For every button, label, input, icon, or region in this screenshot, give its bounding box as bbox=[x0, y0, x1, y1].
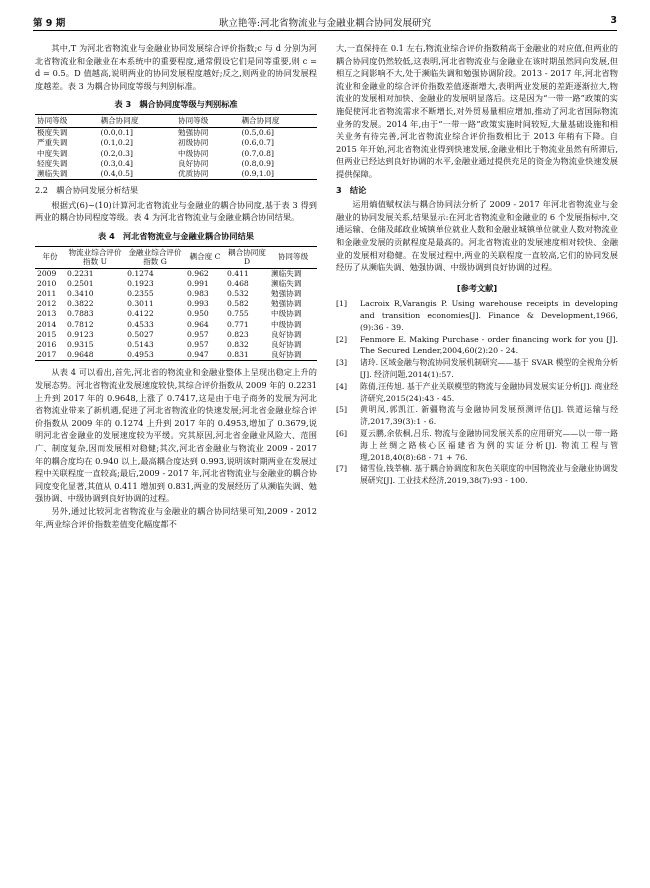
column-header: 协同等级 bbox=[176, 114, 239, 127]
table3-caption: 表 3 耦合协同度等级与判别标准 bbox=[114, 99, 238, 110]
reference-list bbox=[336, 298, 618, 487]
reference-item bbox=[336, 428, 618, 463]
table-cell: 0.2501 bbox=[67, 278, 94, 288]
reference-text: 陈倩,汪传旭. 基于产业关联模型的物流与金融协同发展实证分析[J]. 商业经济研究,2015(24):43 - 45. bbox=[360, 381, 618, 403]
table-cell: 0.4953 bbox=[127, 350, 154, 360]
table-cell: 0.4122 bbox=[127, 309, 154, 319]
table-row bbox=[35, 159, 317, 169]
table-cell: 0.5027 bbox=[127, 329, 154, 339]
table-cell: (0.0,0.1] bbox=[100, 128, 133, 138]
table-cell: 0.991 bbox=[187, 278, 209, 288]
table-row bbox=[35, 128, 317, 139]
table-cell: 0.5143 bbox=[127, 339, 154, 349]
reference-item bbox=[336, 404, 618, 428]
table-cell: 勉强协同 bbox=[177, 128, 209, 138]
table-cell: 2016 bbox=[37, 339, 57, 349]
table-cell: 2013 bbox=[37, 309, 57, 319]
table-row bbox=[35, 299, 317, 309]
table-cell: 轻度失调 bbox=[37, 158, 68, 168]
reference-item bbox=[336, 381, 618, 405]
table-cell: 濒临失调 bbox=[271, 268, 302, 278]
reference-text: Lacroix R,Varangis P. Using warehouse receipts in developing and transition economies[J]. Finance & Development,1966,(9):36 - 39. bbox=[360, 299, 618, 332]
table-cell: 0.9648 bbox=[67, 350, 94, 360]
table-row bbox=[35, 268, 317, 279]
table-row bbox=[35, 330, 317, 340]
table-cell: 濒临失调 bbox=[37, 168, 68, 178]
column-header: 耦合协同度 bbox=[239, 114, 317, 127]
table-cell: 0.532 bbox=[227, 288, 249, 298]
reference-number: [6] bbox=[336, 429, 348, 439]
table4-caption: 表 4 河北省物流业与金融业耦合协同结果 bbox=[98, 230, 254, 241]
table-cell: (0.7,0.8] bbox=[241, 148, 274, 158]
table-cell: 0.3410 bbox=[67, 288, 94, 298]
table-cell: 0.7883 bbox=[67, 309, 94, 319]
table-cell: (0.1,0.2] bbox=[100, 138, 133, 148]
reference-number: [3] bbox=[336, 358, 348, 368]
table-cell: 0.3011 bbox=[127, 299, 154, 309]
table-cell: 0.964 bbox=[187, 319, 209, 329]
table-cell: 0.7812 bbox=[67, 319, 94, 329]
table-cell: 初级协同 bbox=[177, 138, 209, 148]
table-cell: 中度失调 bbox=[37, 148, 68, 158]
right-column bbox=[336, 42, 618, 487]
table-cell: 良好协调 bbox=[271, 329, 302, 339]
paragraph: 运用熵值赋权法与耦合协同法分析了 2009 - 2017 年河北省物流业与金融业的协同发展关系,结果显示:在河北省物流业和金融业的 6 个发展指标中,交通运输、仓储及邮政业城镇单位就业人数和金融业城镇单位就业人数对物流业和金融业发展的贡献程度是最高的。河北省物流业的发展速度相对较快、金融业的发展相对稳健。在发展过程中,两业的关联程度一直较高,它们的协同发展经历了从濒临失调、勉强协调、中级协调到良好协调的过程。 bbox=[336, 199, 618, 273]
table-cell: 0.993 bbox=[187, 299, 209, 309]
section-heading-2-2: 2.2 耦合协同发展分析结果 bbox=[35, 185, 139, 196]
table-cell: (0.5,0.6] bbox=[241, 128, 274, 138]
table-cell: 0.411 bbox=[227, 268, 249, 278]
table-cell: 0.962 bbox=[187, 268, 209, 278]
table-row bbox=[35, 279, 317, 289]
table-cell: (0.6,0.7] bbox=[241, 138, 274, 148]
table-cell: 2010 bbox=[37, 278, 57, 288]
table-cell: 严重失调 bbox=[37, 138, 68, 148]
table-cell: 0.1274 bbox=[127, 268, 154, 278]
reference-number: [5] bbox=[336, 405, 348, 415]
reference-item bbox=[336, 357, 618, 381]
table-row bbox=[35, 309, 317, 319]
table-cell: 0.755 bbox=[227, 309, 249, 319]
table-row bbox=[35, 169, 317, 180]
table-cell: (0.3,0.4] bbox=[100, 158, 133, 168]
section-heading-conclusion: 3 结论 bbox=[336, 184, 367, 195]
table-cell: 0.823 bbox=[227, 329, 249, 339]
paragraph: 根据式(6)~(10)计算河北省物流业与金融业的耦合协同度,基于表 3 得到两业的耦合协同程度等级。表 4 为河北省物流业与金融业耦合协同结果。 bbox=[35, 199, 317, 223]
table-cell: 0.832 bbox=[227, 339, 249, 349]
paragraph: 其中,T 为河北省物流业与金融业协同发展综合评价指数;c 与 d 分别为河北省物流业和金融业在本系统中的重要程度,通常假设它们是同等重要,则 c = d = 0.5。D 值越高,说明两业的协同发展程度越好;反之,则两业的协同发展程度越差。表 3 为耦合协同度等级与判别标准。 bbox=[35, 43, 317, 91]
running-title: 耿立艳等:河北省物流业与金融业耦合协同发展研究 bbox=[218, 18, 432, 29]
reference-number: [4] bbox=[336, 381, 348, 391]
table-header-row bbox=[35, 246, 317, 268]
table-row bbox=[35, 320, 317, 330]
table-cell: 良好协调 bbox=[271, 339, 302, 349]
reference-number: [2] bbox=[336, 334, 348, 344]
paragraph: 大,一直保持在 0.1 左右,物流业综合评价指数稍高于金融业的对应值,但两业的耦合协同度仍然较低,这表明,河北省物流业与金融业在该时期虽然同向发展,但相互之间影响不大,处于濒临失调和勉强协调阶段。2013 - 2017 年,河北省物流业和金融业的综合评价指数差值逐渐增大,表明两业发展的差距逐渐拉大,物流业的发展相对加快、金融业的发展明显落后。这是因为“一带一路”政策的实施促使河北省物流需求不断增长,对外贸易量相应增加,推动了河北省国际物流业务的发展。2014 年,由于“一带一路”政策实施时间较短,大量基础设施和相关业务有待完善,河北省物流业综合评价指数相比于 2013 年稍有下降。自 2015 年开始,河北省物流业得到快速发展,金融业相比于物流业虽然有所滞后,但两业已经达到良好协调的水平,金融业通过提供充足的资金为物流业快速发展提供保障。 bbox=[336, 43, 618, 179]
table-cell: 0.983 bbox=[187, 288, 209, 298]
table-row bbox=[35, 149, 317, 159]
table-cell: 2011 bbox=[37, 288, 57, 298]
page-number: 3 bbox=[610, 15, 617, 26]
table-cell: 0.3822 bbox=[67, 299, 94, 309]
table-cell: 良好协同 bbox=[177, 158, 209, 168]
table-row bbox=[35, 138, 317, 148]
table-header-row bbox=[35, 114, 317, 127]
reference-number: [1] bbox=[336, 299, 348, 309]
column-header: 耦合度 C bbox=[185, 246, 225, 268]
table-cell: 0.2231 bbox=[67, 268, 94, 278]
table-row bbox=[35, 289, 317, 299]
table4 bbox=[35, 246, 317, 362]
table-cell: 0.9123 bbox=[67, 329, 94, 339]
table-cell: 2015 bbox=[37, 329, 57, 339]
table-cell: 2014 bbox=[37, 319, 57, 329]
column-header: 金融业综合评价指数 G bbox=[125, 246, 185, 268]
reference-text: 诸玲. 区域金融与物流协同发展机制研究——基于 SVAR 模型的全视角分析[J]. 经济问题,2014(1):57. bbox=[360, 358, 618, 380]
reference-text: 黄明凤,郭凯江. 新疆物流与金融协同发展预测评估[J]. 铁道运输与经济,2017,39(3):1 - 6. bbox=[360, 405, 618, 427]
running-header bbox=[33, 14, 617, 31]
table-cell: 良好协调 bbox=[271, 350, 302, 360]
column-header: 耦合协同度 bbox=[98, 114, 176, 127]
table-cell: 0.957 bbox=[187, 339, 209, 349]
references-heading: [参考文献] bbox=[456, 282, 498, 293]
table-cell: 勉强协调 bbox=[271, 299, 302, 309]
table-cell: 中级协同 bbox=[177, 148, 209, 158]
reference-text: 夏云鹏,余依桐,吕乐. 物流与金融协同发展关系的应用研究——以一带一路海上丝绸之路核心区福建省为例的实证分析[J]. 物流工程与管理,2018,40(8):68 - 71 + 76. bbox=[360, 429, 618, 462]
table-cell: 0.9315 bbox=[67, 339, 94, 349]
table-cell: 0.582 bbox=[227, 299, 249, 309]
table-cell: 0.957 bbox=[187, 329, 209, 339]
table-cell: 0.771 bbox=[227, 319, 249, 329]
table-row bbox=[35, 340, 317, 350]
table-cell: 0.1923 bbox=[127, 278, 154, 288]
table-cell: (0.8,0.9] bbox=[241, 158, 274, 168]
table-row bbox=[35, 350, 317, 361]
reference-number: [7] bbox=[336, 464, 348, 474]
table-cell: 2012 bbox=[37, 299, 57, 309]
table-cell: 0.831 bbox=[227, 350, 249, 360]
table-cell: 0.950 bbox=[187, 309, 209, 319]
issue-number: 第 9 期 bbox=[33, 18, 66, 29]
column-header: 物流业综合评价指数 U bbox=[65, 246, 125, 268]
table-cell: 极度失调 bbox=[37, 128, 68, 138]
column-header: 协同等级 bbox=[269, 246, 317, 268]
table-cell: 中级协调 bbox=[271, 319, 302, 329]
table-cell: 濒临失调 bbox=[271, 278, 302, 288]
table-cell: 0.947 bbox=[187, 350, 209, 360]
table-cell: (0.2,0.3] bbox=[100, 148, 133, 158]
reference-item bbox=[336, 334, 618, 358]
table3 bbox=[35, 114, 317, 180]
table-cell: (0.4,0.5] bbox=[100, 168, 133, 178]
table-cell: 2017 bbox=[37, 350, 57, 360]
paragraph: 从表 4 可以看出,首先,河北省的物流业和金融业整体上呈现出稳定上升的发展态势。河北省物流业发展速度较快,其综合评价指数从 2009 年的 0.2231 上升到 2017 年的 0.9648,上涨了 0.7417,这是由于电子商务的发展为河北省物流业带来了新机遇,促进了河北省物流业的快速发展;河北省金融业综合评价指数从 2009 年的 0.1274 上升到 2017 年的 0.4953,增加了 0.3679,说明河北省金融业的发展速度较为平缓。究其原因,河北省金融业风险大、范围广、制度复杂,因而发展相对稳健;其次,河北省金融业与物流业 2009 - 2017 年的耦合度均在 0.940 以上,最高耦合度达到 0.993,说明该时期两业在发展过程中关联程度一直较高;最后,2009 - 2017 年,河北省物流业与金融业的耦合协同度变化显著,其值从 0.411 增加到 0.831,两业的发展经历了从濒临失调、勉强协调、中级协调到良好协调的过程。 bbox=[35, 367, 317, 504]
table-cell: 中级协调 bbox=[271, 309, 302, 319]
column-header: 年份 bbox=[35, 246, 65, 268]
reference-text: 储雪俭,钱莘楠. 基于耦合协调度和灰色关联度的中国物流业与金融业协调发展研究[J]. 工业技术经济,2019,38(7):93 - 100. bbox=[360, 464, 618, 486]
table-cell: 2009 bbox=[37, 268, 57, 278]
table-cell: (0.9,1.0] bbox=[241, 168, 274, 178]
column-header: 协同等级 bbox=[35, 114, 98, 127]
left-column bbox=[35, 42, 317, 530]
table-cell: 优质协同 bbox=[177, 168, 209, 178]
paragraph: 另外,通过比较河北省物流业与金融业的耦合协同结果可知,2009 - 2012 年,两业综合评价指数差值变化幅度都不 bbox=[35, 505, 317, 529]
reference-item bbox=[336, 298, 618, 333]
table-cell: 0.468 bbox=[227, 278, 249, 288]
reference-text: Fenmore E. Making Purchase - order financing work for you [J]. The Secured Lender,2004,60(2):20 - 24. bbox=[360, 334, 618, 356]
table-cell: 勉强协调 bbox=[271, 288, 302, 298]
reference-item bbox=[336, 463, 618, 487]
table-cell: 0.4533 bbox=[127, 319, 154, 329]
table-cell: 0.2355 bbox=[127, 288, 154, 298]
column-header: 耦合协同度 D bbox=[225, 246, 269, 268]
